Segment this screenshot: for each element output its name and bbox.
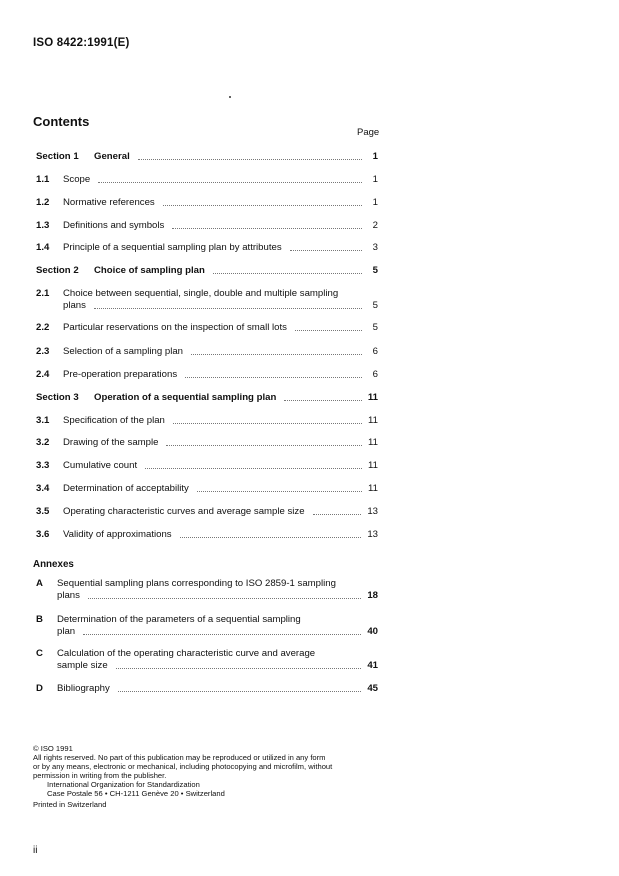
toc-entry-page: 5 [372, 265, 378, 276]
annex-page: 18 [367, 590, 378, 601]
toc-entry-3-2[interactable] [36, 437, 378, 449]
annex-title: Sequential sampling plans corresponding to ISO 2859-1 sampling [57, 578, 336, 589]
publisher-name: International Organization for Standardization [47, 780, 200, 789]
toc-entry-title: Operation of a sequential sampling plan [94, 392, 277, 403]
copyright-line: © ISO 1991 [33, 744, 73, 753]
toc-entry-page: 6 [372, 346, 378, 357]
toc-entry-3-4[interactable] [36, 483, 378, 495]
annex-title: Determination of the parameters of a sequential sampling [57, 614, 301, 625]
dot-leader [138, 159, 362, 160]
dot-leader [173, 423, 362, 424]
toc-entry-title: Choice between sequential, single, double and multiple sampling [63, 288, 339, 299]
toc-entry-number: 3.3 [36, 460, 50, 471]
toc-entry-1-3[interactable] [36, 220, 378, 232]
toc-entry-title: Particular reservations on the inspection of small lots [63, 322, 287, 333]
dot-leader [172, 228, 362, 229]
toc-entry-title: Validity of approximations [63, 529, 172, 540]
toc-entry-2-2[interactable] [36, 322, 378, 334]
dot-leader [295, 330, 362, 331]
dot-leader [284, 400, 362, 401]
annex-page: 40 [367, 626, 378, 637]
toc-entry-number: 3.6 [36, 529, 50, 540]
annex-entry-a[interactable] [36, 578, 378, 602]
toc-entry-1-2[interactable] [36, 197, 378, 209]
toc-entry-number: Section 3 [36, 392, 79, 403]
annex-entry-c[interactable] [36, 648, 378, 672]
toc-entry-2-4[interactable] [36, 369, 378, 381]
toc-entry-number: 1.2 [36, 197, 50, 208]
toc-entry-title: Selection of a sampling plan [63, 346, 183, 357]
toc-entry-number: 1.4 [36, 242, 50, 253]
toc-entry-page: 1 [372, 151, 378, 162]
toc-entry-title-continued: plans [63, 300, 86, 311]
annex-entry-b[interactable] [36, 614, 378, 638]
annex-letter: D [36, 683, 43, 694]
annexes-heading: Annexes [33, 559, 74, 570]
toc-entry-2-3[interactable] [36, 346, 378, 358]
dot-leader [88, 598, 361, 599]
dot-leader [185, 377, 362, 378]
toc-entry-number: 2.1 [36, 288, 50, 299]
toc-entry-number: 1.1 [36, 174, 50, 185]
dot-leader [118, 691, 362, 692]
annex-page: 45 [367, 683, 378, 694]
toc-entry-section-1[interactable] [36, 151, 378, 163]
toc-entry-1-1[interactable] [36, 174, 378, 186]
toc-entry-number: 2.3 [36, 346, 50, 357]
annex-title-continued: plan [57, 626, 76, 637]
toc-entry-page: 11 [368, 415, 378, 426]
toc-entry-number: 2.2 [36, 322, 50, 333]
toc-entry-number: 3.1 [36, 415, 50, 426]
toc-entry-section-3[interactable] [36, 392, 378, 404]
contents-heading: Contents [33, 114, 90, 129]
toc-entry-number: Section 1 [36, 151, 79, 162]
rights-statement-line-2: or by any means, electronic or mechanical, including photocopying and microfilm, without [33, 762, 333, 771]
annex-title-continued: sample size [57, 660, 108, 671]
toc-entry-title: Definitions and symbols [63, 220, 165, 231]
dot-leader [313, 514, 362, 515]
rights-statement-line-3: permission in writing from the publisher. [33, 771, 167, 780]
annex-entry-d[interactable] [36, 683, 378, 695]
toc-entry-title: Cumulative count [63, 460, 138, 471]
dot-leader [98, 182, 362, 183]
dot-leader [166, 445, 362, 446]
stray-mark [229, 96, 231, 98]
toc-entry-1-4[interactable] [36, 242, 378, 254]
dot-leader [180, 537, 362, 538]
copyright-notice [33, 744, 383, 809]
toc-entry-title: Principle of a sequential sampling plan by attributes [63, 242, 282, 253]
dot-leader [83, 634, 361, 635]
toc-entry-title: Determination of acceptability [63, 483, 189, 494]
toc-entry-page: 11 [368, 483, 378, 494]
toc-entry-title: Scope [63, 174, 91, 185]
dot-leader [290, 250, 362, 251]
toc-entry-page: 3 [372, 242, 378, 253]
rights-statement-line-1: All rights reserved. No part of this publication may be reproduced or utilized in any form [33, 753, 326, 762]
toc-entry-page: 1 [372, 197, 378, 208]
annex-title-continued: plans [57, 590, 80, 601]
annex-page: 41 [367, 660, 378, 671]
toc-entry-page: 2 [372, 220, 378, 231]
toc-entry-number: 3.2 [36, 437, 50, 448]
printed-in: Printed in Switzerland [33, 800, 107, 809]
toc-entry-title: Normative references [63, 197, 155, 208]
dot-leader [197, 491, 362, 492]
toc-entry-title: General [94, 151, 130, 162]
toc-entry-2-1[interactable] [36, 288, 378, 312]
dot-leader [213, 273, 362, 274]
annex-title: Bibliography [57, 683, 110, 694]
toc-entry-page: 6 [372, 369, 378, 380]
document-identifier: ISO 8422:1991(E) [33, 37, 130, 49]
toc-entry-number: 2.4 [36, 369, 50, 380]
toc-entry-3-5[interactable] [36, 506, 378, 518]
toc-entry-page: 11 [368, 460, 378, 471]
toc-entry-number: 1.3 [36, 220, 50, 231]
page-number: ii [33, 845, 38, 856]
toc-entry-page: 13 [367, 506, 378, 517]
toc-entry-title: Pre-operation preparations [63, 369, 178, 380]
annex-letter: A [36, 578, 43, 589]
toc-entry-title: Specification of the plan [63, 415, 165, 426]
toc-entry-number: 3.4 [36, 483, 50, 494]
dot-leader [116, 668, 362, 669]
toc-entry-page: 11 [367, 392, 378, 403]
toc-entry-page: 11 [368, 437, 378, 448]
dot-leader [94, 308, 362, 309]
dot-leader [191, 354, 362, 355]
toc-entry-3-1[interactable] [36, 415, 378, 427]
toc-entry-title: Choice of sampling plan [94, 265, 205, 276]
toc-entry-3-6[interactable] [36, 529, 378, 541]
toc-entry-page: 5 [372, 300, 378, 311]
toc-entry-page: 5 [372, 322, 378, 333]
toc-entry-page: 1 [372, 174, 378, 185]
dot-leader [145, 468, 362, 469]
publisher-address: Case Postale 56 • CH-1211 Genève 20 • Switzerland [47, 789, 225, 798]
annex-letter: C [36, 648, 43, 659]
annex-letter: B [36, 614, 43, 625]
page-column-label: Page [357, 127, 380, 138]
annex-title: Calculation of the operating characteristic curve and average [57, 648, 316, 659]
toc-entry-number: 3.5 [36, 506, 50, 517]
toc-entry-3-3[interactable] [36, 460, 378, 472]
toc-entry-section-2[interactable] [36, 265, 378, 277]
toc-entry-title: Drawing of the sample [63, 437, 159, 448]
toc-entry-number: Section 2 [36, 265, 79, 276]
toc-entry-page: 13 [367, 529, 378, 540]
dot-leader [163, 205, 362, 206]
toc-entry-title: Operating characteristic curves and average sample size [63, 506, 305, 517]
